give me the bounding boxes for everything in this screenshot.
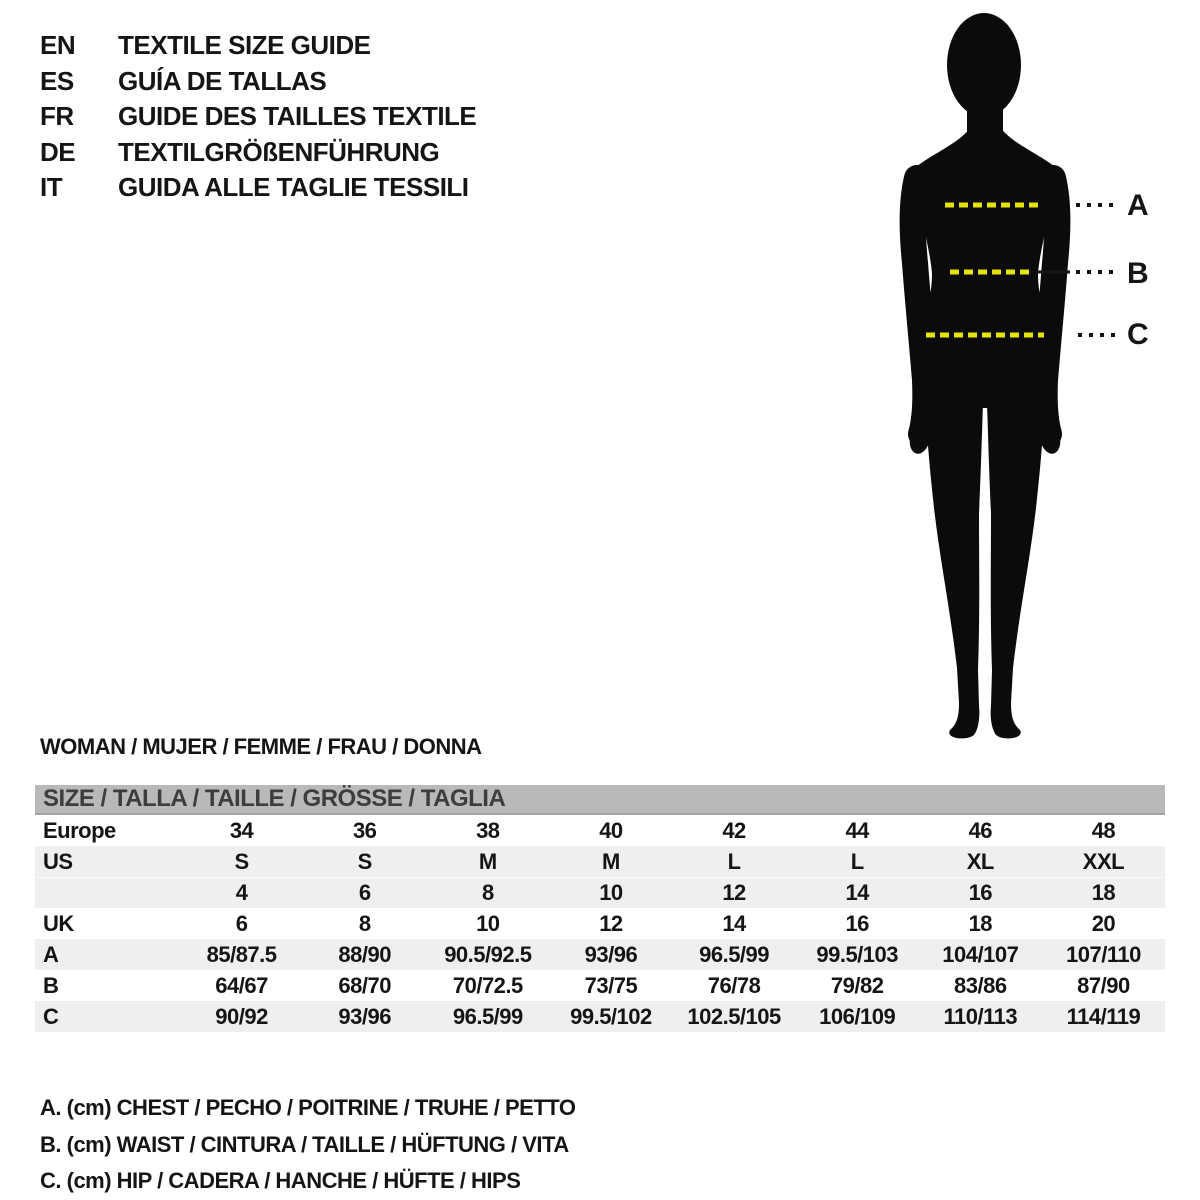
table-cell: 8: [481, 880, 494, 905]
table-cell: XL: [966, 849, 994, 874]
table-cell: 99.5/103: [816, 942, 898, 967]
section-title-woman: WOMAN / MUJER / FEMME / FRAU / DONNA: [40, 734, 482, 759]
table-cell: 44: [845, 818, 869, 843]
table-cell: 8: [358, 911, 371, 936]
table-cell: 18: [968, 911, 993, 936]
table-cell: 93/96: [584, 942, 638, 967]
table-cell: 110/113: [943, 1004, 1018, 1029]
table-row-hip: [35, 1001, 1165, 1032]
table-cell: 20: [1091, 911, 1116, 936]
title-row-fr: [40, 99, 476, 135]
table-cell: 102.5/105: [687, 1004, 781, 1029]
table-cell: 83/86: [954, 973, 1007, 998]
size-table-header: SIZE / TALLA / TAILLE / GRÖSSE / TAGLIA: [35, 785, 1165, 815]
table-cell: 93/96: [338, 1004, 391, 1029]
measure-label-hip: C: [1127, 318, 1149, 351]
silhouette-left-arm: [913, 178, 926, 434]
silhouette-right-arm: [1045, 178, 1058, 434]
title-row-de: [40, 135, 476, 171]
table-row-chest: [35, 939, 1165, 970]
table-cell: 12: [722, 880, 746, 905]
table-cell: XXL: [1082, 849, 1125, 874]
table-row-uk: [35, 908, 1165, 939]
legend-waist: B. (cm) WAIST / CINTURA / TAILLE / HÜFTUNG / VITA: [40, 1131, 569, 1157]
table-cell: 36: [352, 818, 377, 843]
row-label-europe: Europe: [43, 818, 116, 843]
table-cell: 85/87.5: [206, 942, 277, 967]
table-cell: 70/72.5: [452, 973, 523, 998]
row-label-uk: UK: [43, 911, 74, 936]
table-cell: 42: [722, 818, 746, 843]
table-cell: 10: [476, 911, 500, 936]
table-cell: 34: [229, 818, 254, 843]
table-cell: 6: [358, 880, 371, 905]
table-cell: 16: [845, 911, 869, 936]
table-cell: L: [850, 849, 864, 874]
table-cell: 99.5/102: [570, 1004, 652, 1029]
silhouette-neck: [967, 86, 1003, 134]
silhouette-right-leg: [986, 346, 1045, 738]
row-label-c: C: [43, 1004, 59, 1029]
lang-code-it: IT: [40, 172, 63, 202]
table-cell: 10: [599, 880, 623, 905]
table-row-us: [35, 846, 1165, 877]
woman-silhouette-figure: [870, 8, 1120, 753]
table-cell: M: [478, 849, 497, 874]
table-cell: 64/67: [215, 973, 268, 998]
table-cell: 106/109: [819, 1004, 896, 1029]
language-title-block: [40, 28, 476, 206]
title-text-de: TEXTILGRÖßENFÜHRUNG: [118, 136, 440, 167]
table-cell: 96.5/99: [699, 942, 770, 967]
table-cell: 90/92: [215, 1004, 268, 1029]
table-cell: 88/90: [338, 942, 391, 967]
size-table: [35, 785, 1165, 1032]
table-cell: 96.5/99: [452, 1004, 523, 1029]
table-cell: 104/107: [942, 942, 1019, 967]
table-cell: S: [234, 849, 249, 874]
title-row-es: [40, 64, 476, 100]
table-cell: 48: [1091, 818, 1116, 843]
table-cell: 87/90: [1077, 973, 1130, 998]
lang-code-fr: FR: [40, 101, 74, 131]
title-text-it: GUIDA ALLE TAGLIE TESSILI: [118, 172, 469, 202]
table-cell: 16: [968, 880, 993, 905]
legend-hip: C. (cm) HIP / CADERA / HANCHE / HÜFTE / HIPS: [40, 1168, 521, 1193]
table-row-waist: [35, 970, 1165, 1001]
row-label-a: A: [43, 942, 59, 967]
table-cell: 76/78: [707, 973, 761, 998]
woman-silhouette-svg: [870, 8, 1120, 753]
table-cell: S: [357, 849, 372, 874]
title-text-fr: GUIDE DES TAILLES TEXTILE: [118, 101, 477, 131]
table-cell: 4: [235, 880, 248, 905]
row-label-blank: [35, 878, 180, 908]
table-cell: 68/70: [338, 973, 391, 998]
table-cell: 18: [1091, 880, 1116, 905]
table-cell: 73/75: [584, 973, 638, 998]
table-cell: 79/82: [830, 973, 884, 998]
row-label-us: US: [43, 849, 73, 874]
table-cell: 114/119: [1066, 1004, 1141, 1029]
table-cell: 14: [845, 880, 869, 905]
table-cell: 46: [968, 818, 993, 843]
table-cell: 6: [235, 911, 248, 936]
title-text-en: TEXTILE SIZE GUIDE: [118, 30, 371, 60]
row-label-b: B: [43, 973, 59, 998]
title-row-it: [40, 170, 476, 206]
legend-chest: A. (cm) CHEST / PECHO / POITRINE / TRUHE / PETTO: [40, 1095, 576, 1120]
table-row-us-numeric: [35, 877, 1165, 908]
table-cell: 38: [476, 818, 500, 843]
table-cell: 40: [599, 818, 623, 843]
table-cell: L: [727, 849, 741, 874]
table-row-europe: [35, 815, 1165, 846]
table-cell: 12: [599, 911, 623, 936]
silhouette-body: [905, 13, 1066, 738]
lang-code-es: ES: [40, 65, 74, 96]
table-cell: 14: [722, 911, 746, 936]
table-cell: M: [602, 849, 620, 874]
title-row-en: [40, 28, 476, 64]
measurement-legend: [40, 1090, 575, 1200]
silhouette-left-leg: [925, 346, 984, 738]
lang-code-de: DE: [40, 136, 76, 167]
lang-code-en: EN: [40, 30, 76, 60]
measure-label-chest: A: [1127, 189, 1149, 222]
title-text-es: GUÍA DE TALLAS: [118, 65, 327, 96]
table-cell: 90.5/92.5: [444, 942, 532, 967]
table-cell: 107/110: [1066, 942, 1141, 967]
measure-label-waist: B: [1127, 257, 1149, 290]
